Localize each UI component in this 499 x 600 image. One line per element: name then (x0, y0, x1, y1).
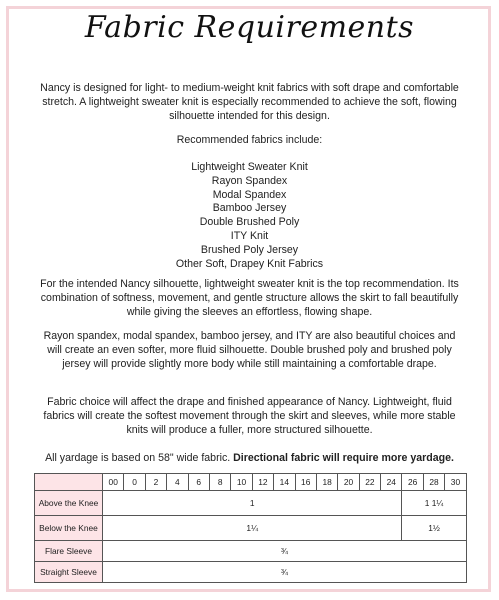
row-label: Flare Sleeve (35, 541, 103, 562)
yardage-cell: ¾ (103, 541, 467, 562)
table-row (35, 562, 467, 583)
yardage-cell: 1 1¼ (402, 491, 466, 516)
yardage-note-bold: Directional fabric will require more yardage. (233, 452, 454, 464)
intro-paragraph: Nancy is designed for light- to medium-weight knit fabrics with soft drape and comfortable stretch. A lightweight sweater knit is especially recommended to achieve the soft, flowing silhouette intended for this design. (40, 82, 459, 123)
alternatives-paragraph: Rayon spandex, modal spandex, bamboo jersey, and ITY are also beautiful choices and will create an even softer, more fluid silhouette. Double brushed poly and brushed poly jersey will provide slightly more body while still maintaining a comfortable drape. (43, 330, 456, 371)
fabric-item: Bamboo Jersey (212, 202, 287, 215)
table-corner-cell (35, 474, 103, 491)
size-header: 16 (295, 474, 316, 491)
size-header-row (35, 474, 467, 491)
fabric-list (0, 161, 499, 271)
fabric-item: Brushed Poly Jersey (200, 243, 299, 256)
size-header: 22 (359, 474, 380, 491)
yardage-cell: 1 (103, 491, 402, 516)
row-label: Below the Knee (35, 516, 103, 541)
size-header: 8 (209, 474, 230, 491)
yardage-table (34, 473, 467, 583)
fabric-item: Lightweight Sweater Knit (191, 161, 308, 173)
size-header: 6 (188, 474, 209, 491)
yardage-cell: 1½ (402, 516, 466, 541)
row-label: Straight Sleeve (35, 562, 103, 583)
size-header: 00 (103, 474, 124, 491)
recommended-heading: Recommended fabrics include: (176, 134, 323, 146)
size-header: 10 (231, 474, 252, 491)
row-label: Above the Knee (35, 491, 103, 516)
size-header: 24 (381, 474, 402, 491)
size-header: 18 (316, 474, 337, 491)
yardage-cell: ¾ (103, 562, 467, 583)
fabric-item: Other Soft, Drapey Knit Fabrics (175, 257, 324, 270)
size-header: 26 (402, 474, 423, 491)
size-header: 12 (252, 474, 273, 491)
size-header: 28 (423, 474, 444, 491)
size-header: 20 (338, 474, 359, 491)
drape-paragraph: Fabric choice will affect the drape and finished appearance of Nancy. Lightweight, fluid fabrics will create the softest movement through the skirt and sleeves, while more stable knits will produce a fuller, more structured silhouette. (43, 396, 456, 437)
table-row (35, 516, 467, 541)
silhouette-paragraph: For the intended Nancy silhouette, lightweight sweater knit is the top recommendation. Its combination of softness, movement, and gentle structure allows the skirt to fall beautifully while giving the sleeves an effortless, flowing shape. (40, 278, 459, 319)
yardage-note (0, 452, 499, 464)
table-row (35, 541, 467, 562)
table-row (35, 491, 467, 516)
fabric-item: Modal Spandex (212, 188, 287, 201)
yardage-note-text: All yardage is based on 58" wide fabric. (45, 452, 231, 464)
fabric-item: Rayon Spandex (211, 174, 288, 187)
size-header: 14 (274, 474, 295, 491)
size-header: 4 (167, 474, 188, 491)
size-header: 2 (145, 474, 166, 491)
size-header: 30 (445, 474, 466, 491)
fabric-item: Double Brushed Poly (199, 216, 300, 229)
yardage-cell: 1¼ (103, 516, 402, 541)
fabric-item: ITY Knit (230, 229, 269, 242)
size-header: 0 (124, 474, 145, 491)
page-title: Fabric Requirements (84, 10, 415, 45)
